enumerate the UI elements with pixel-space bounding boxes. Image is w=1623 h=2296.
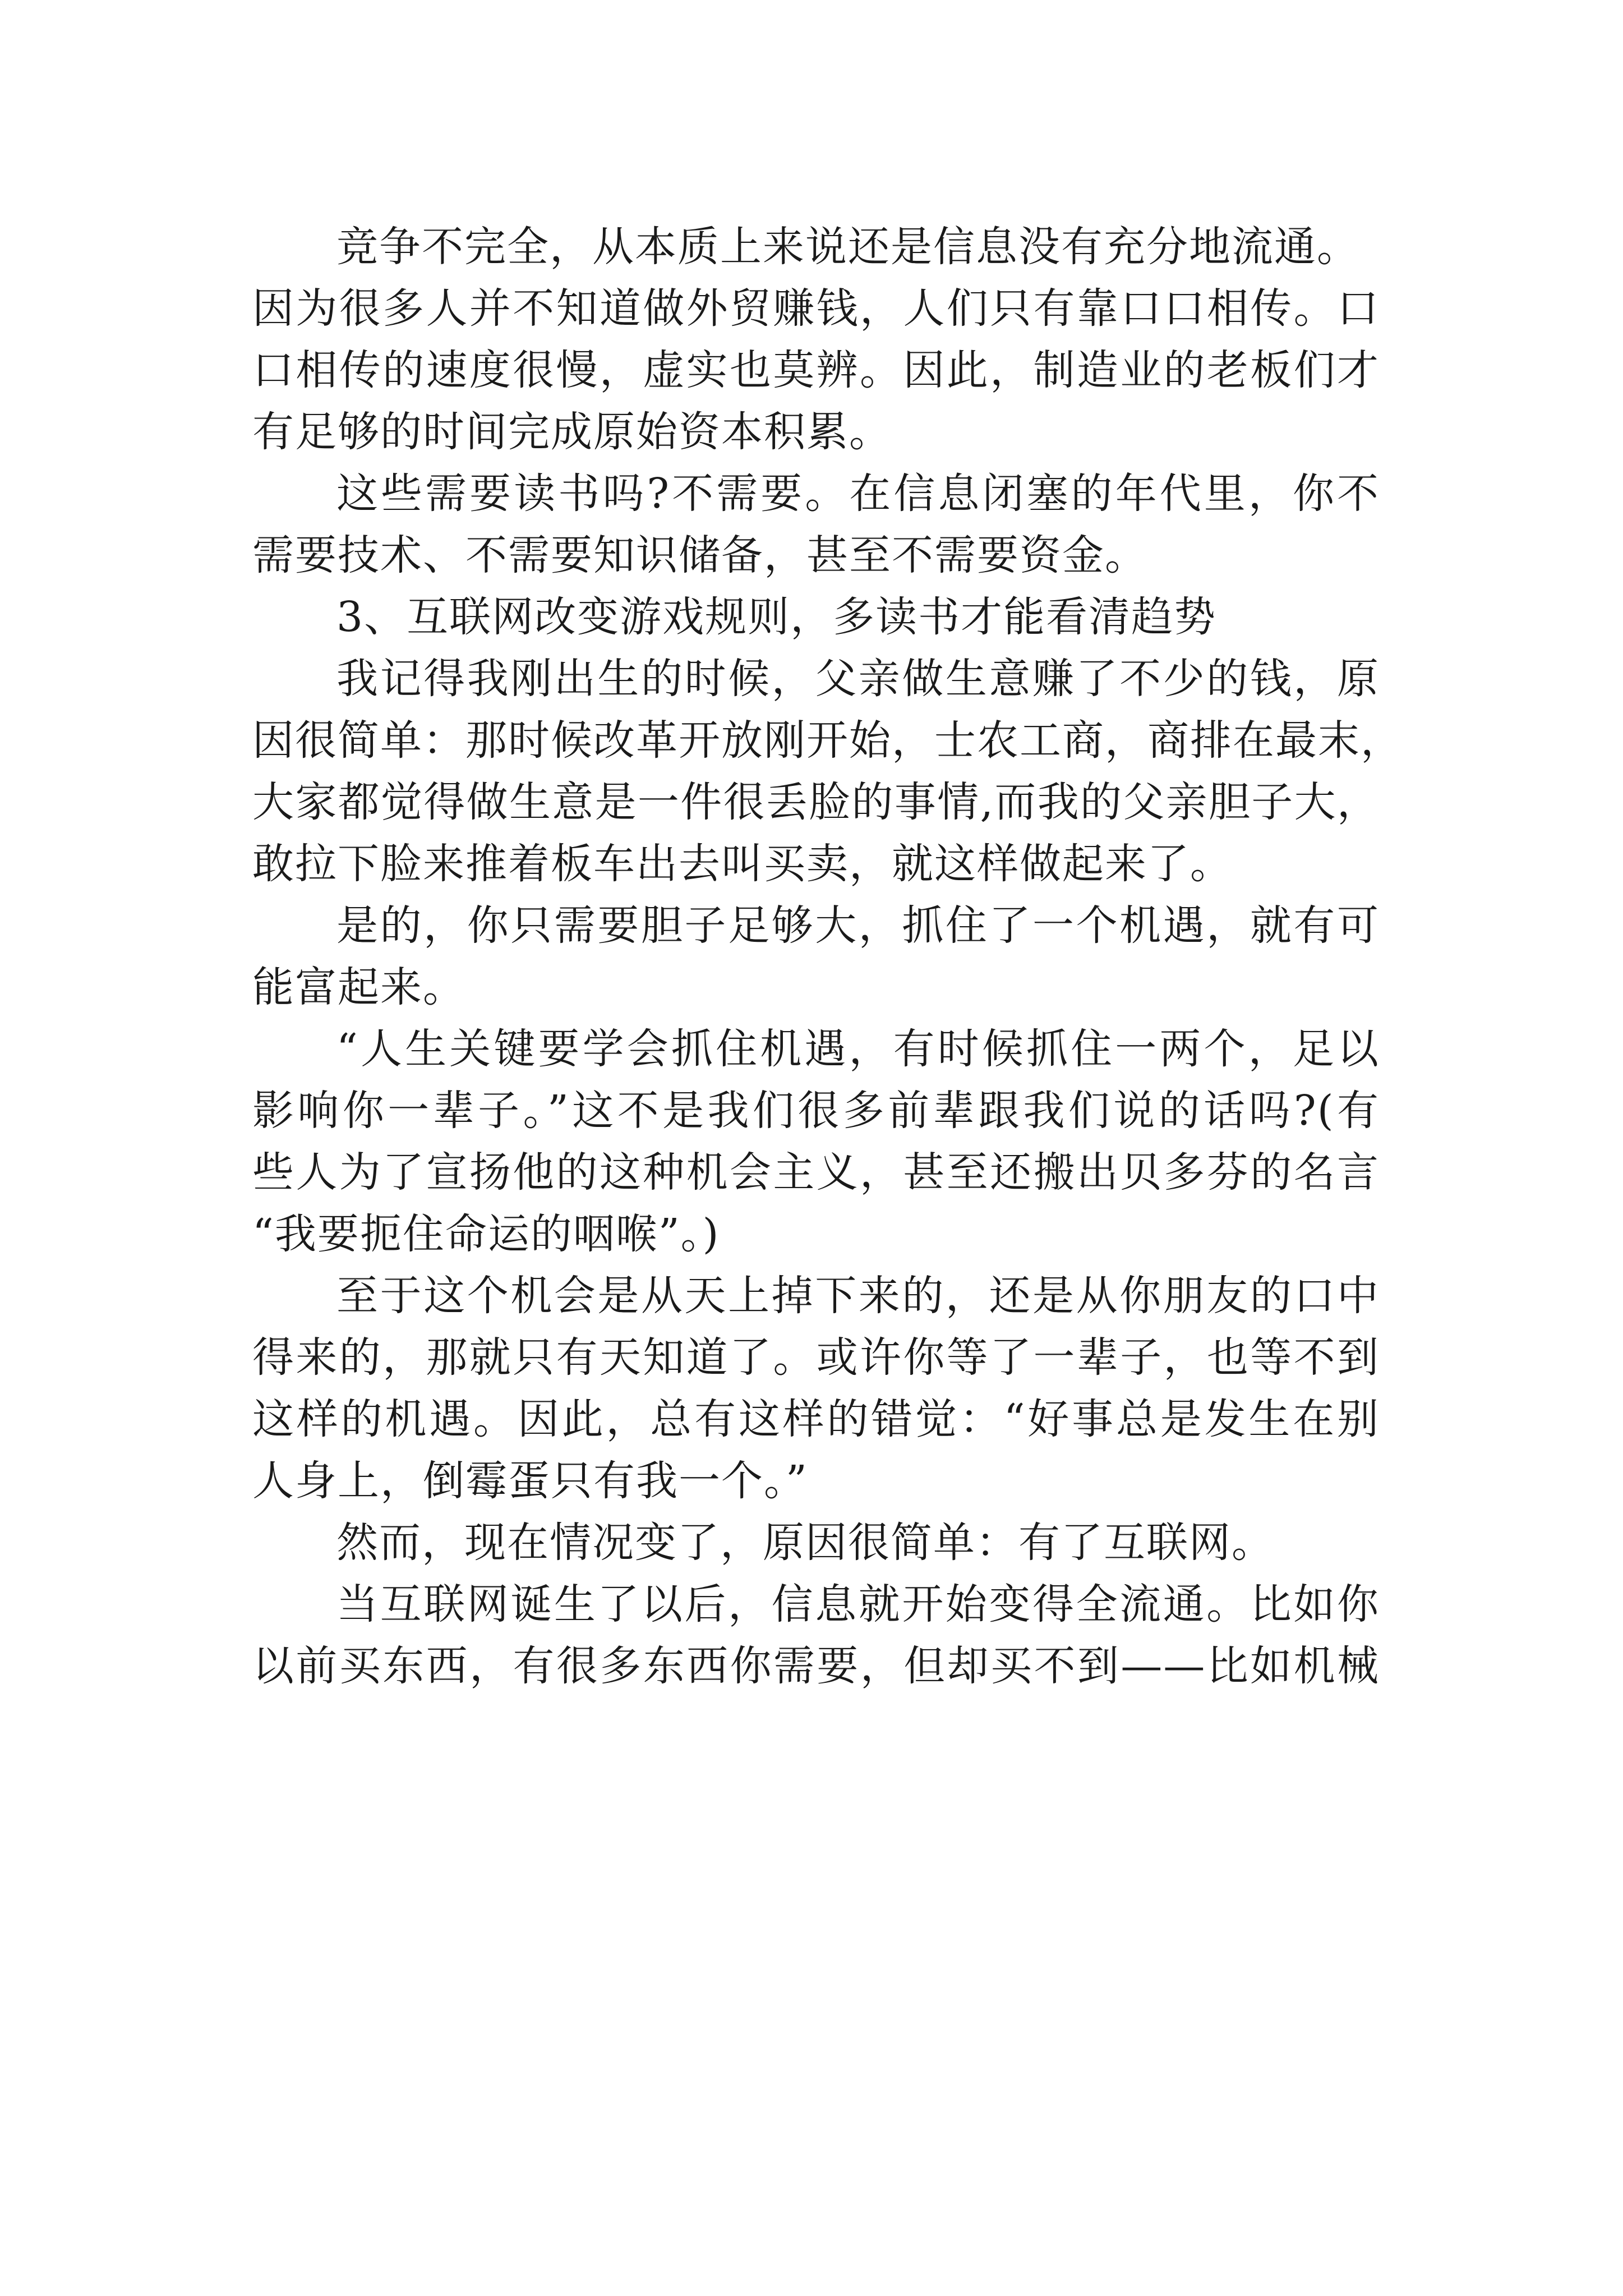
text-line: “我要扼住命运的咽喉”。) (252, 1210, 720, 1258)
text-line: 有足够的时间完成原始资本积累。 (252, 408, 892, 456)
text-line: 口相传的速度很慢，虚实也莫辨。因此，制造业的老板们才 (252, 346, 1380, 394)
text-line: 敢拉下脸来推着板车出去叫买卖，就这样做起来了。 (252, 840, 1233, 888)
text-line: 至于这个机会是从天上掉下来的，还是从你朋友的口中 (336, 1272, 1380, 1320)
text-line: 我记得我刚出生的时候，父亲做生意赚了不少的钱，原 (336, 655, 1380, 703)
text-line: 当互联网诞生了以后，信息就开始变得全流通。比如你 (336, 1580, 1380, 1628)
text-line: 这样的机遇。因此，总有这样的错觉：“好事总是发生在别 (252, 1395, 1380, 1443)
text-line: 需要技术、不需要知识储备，甚至不需要资金。 (252, 531, 1147, 579)
text-line: 能富起来。 (252, 963, 465, 1011)
section-heading: 3、互联网改变游戏规则，多读书才能看清趋势 (336, 593, 1217, 641)
text-line: 大家都觉得做生意是一件很丢脸的事情,而我的父亲胆子大， (252, 778, 1380, 826)
text-line: 以前买东西，有很多东西你需要，但却买不到——比如机械 (252, 1642, 1380, 1690)
text-line: 竞争不完全，从本质上来说还是信息没有充分地流通。 (336, 223, 1359, 271)
text-line: 这些需要读书吗?不需要。在信息闭塞的年代里，你不 (336, 470, 1380, 518)
text-line: 是的，你只需要胆子足够大，抓住了一个机遇，就有可 (336, 901, 1380, 950)
text-line: 些人为了宣扬他的这种机会主义，甚至还搬出贝多芬的名言 (252, 1148, 1380, 1197)
text-line: 人身上，倒霉蛋只有我一个。” (252, 1457, 808, 1505)
document-body (252, 216, 1403, 1697)
text-line: “人生关键要学会抓住机遇，有时候抓住一两个，足以 (336, 1025, 1380, 1073)
text-line: 因为很多人并不知道做外贸赚钱，人们只有靠口口相传。口 (252, 284, 1380, 333)
text-line: 影响你一辈子。”这不是我们很多前辈跟我们说的话吗?(有 (252, 1087, 1380, 1135)
text-line: 然而，现在情况变了，原因很简单：有了互联网。 (336, 1519, 1274, 1567)
text-line: 因很简单：那时候改革开放刚开始，士农工商，商排在最末， (252, 716, 1403, 765)
text-line: 得来的，那就只有天知道了。或许你等了一辈子，也等不到 (252, 1333, 1380, 1382)
